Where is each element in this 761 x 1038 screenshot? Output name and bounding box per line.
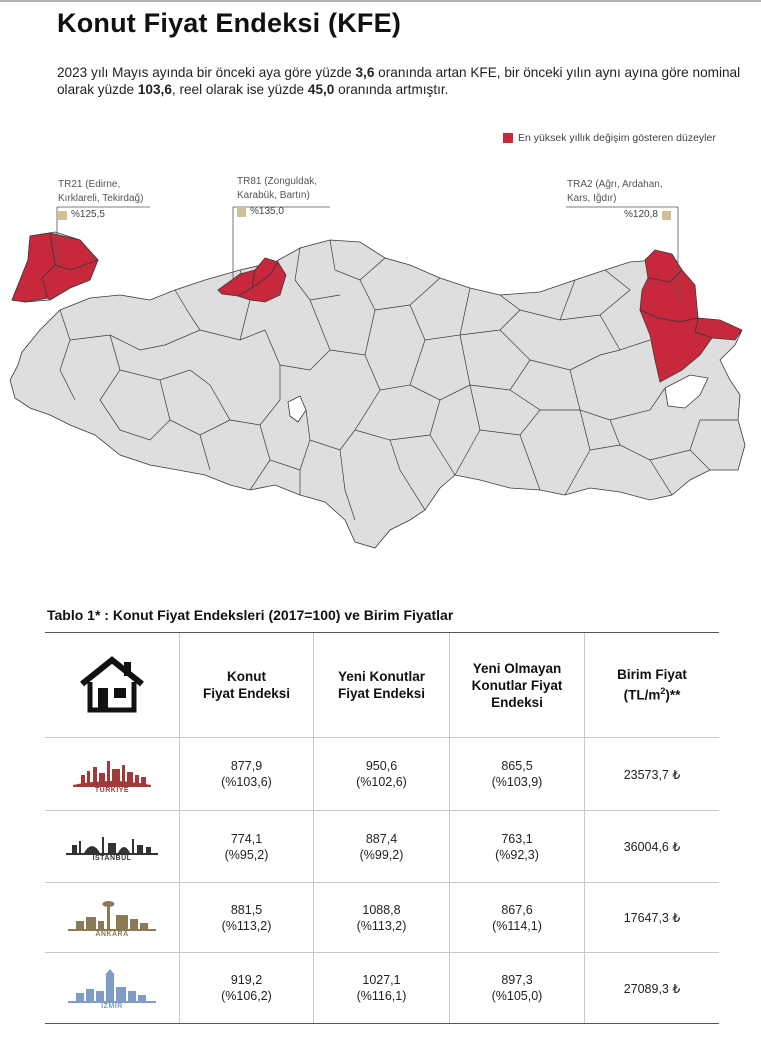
ankara-skyline-icon [66, 897, 158, 933]
cell-birim: 17647,3 ₺ [623, 911, 681, 925]
callout-tra2: TRA2 (Ağrı, Ardahan, Kars, Iğdır) %120,8 [567, 178, 671, 222]
cell-yeni: 1088,8 (%113,2) [314, 883, 450, 952]
turkiye-skyline-icon [71, 755, 153, 789]
header-yeni-konutlar: Yeni Konutlar Fiyat Endeksi [314, 633, 450, 737]
value-marker [662, 211, 671, 220]
top-border [0, 0, 761, 2]
turkey-map [0, 170, 761, 560]
legend-label: En yüksek yıllık değişim gösteren düzeyler [518, 132, 716, 144]
cell-birim: 27089,3 ₺ [623, 981, 681, 996]
header-yeni-olmayan: Yeni Olmayan Konutlar Fiyat Endeksi [450, 633, 585, 737]
callout-tr21: TR21 (Edirne, Kırklareli, Tekirdağ) %125,5 [58, 179, 144, 220]
turkey-map-svg [0, 170, 761, 560]
callout-tra2-value: %120,8 [624, 208, 671, 222]
header-birim-fiyat: Birim Fiyat $(TL/m^2)**$ [617, 667, 687, 703]
house-icon [78, 656, 146, 714]
table-header-row [45, 633, 719, 738]
cell-kfe: 919,2 (%106,2) [180, 953, 314, 1023]
legend-swatch [503, 133, 513, 143]
cell-kfe: 877,9 (%103,6) [180, 738, 314, 810]
cell-yeni: 1027,1 (%116,1) [314, 953, 450, 1023]
table-row [45, 811, 719, 883]
cell-eski: 763,1 (%92,3) [450, 811, 585, 882]
city-logo-istanbul: İSTANBUL [45, 811, 180, 882]
value-marker [237, 208, 246, 217]
city-logo-izmir: İZMİR [45, 953, 180, 1023]
table-row [45, 738, 719, 811]
istanbul-skyline-icon [64, 831, 160, 857]
real-change-value: 45,0 [307, 82, 335, 97]
cell-eski: 867,6 (%114,1) [450, 883, 585, 952]
table-title: Tablo 1* : Konut Fiyat Endeksleri (2017=100) ve Birim Fiyatlar [47, 607, 454, 623]
map-legend [503, 132, 716, 144]
table-row [45, 953, 719, 1023]
monthly-change-value: 3,6 [355, 65, 375, 80]
header-kfe: Konut Fiyat Endeksi [180, 633, 314, 737]
callout-tr81: TR81 (Zonguldak, Karabük, Bartın) %135,0 [237, 176, 318, 217]
cell-eski: 865,5 (%103,9) [450, 738, 585, 810]
nominal-change-value: 103,6 [137, 82, 172, 97]
callout-tr21-value: %125,5 [58, 208, 143, 222]
izmir-skyline-icon [66, 967, 158, 1005]
price-index-table [45, 632, 719, 1024]
header-icon-cell [45, 633, 180, 737]
cell-yeni: 950,6 (%102,6) [314, 738, 450, 810]
city-logo-turkiye: TÜRKİYE [45, 738, 180, 810]
intro-paragraph: 2023 yılı Mayıs ayında bir önceki aya göre yüzde 3,6 oranında artan KFE, bir önceki yılın aynı ayına göre nominal olarak yüzde 103,6, reel olarak ise yüzde 45,0 oranında artmıştır. [57, 65, 741, 97]
cell-eski: 897,3 (%105,0) [450, 953, 585, 1023]
callout-tr81-value: %135,0 [237, 205, 317, 219]
value-marker [58, 211, 67, 220]
cell-birim: 23573,7 ₺ [623, 767, 681, 782]
cell-kfe: 881,5 (%113,2) [180, 883, 314, 952]
city-logo-ankara: ANKARA [45, 883, 180, 952]
cell-birim: 36004,6 ₺ [623, 840, 681, 854]
cell-kfe: 774,1 (%95,2) [180, 811, 314, 882]
cell-yeni: 887,4 (%99,2) [314, 811, 450, 882]
table-row [45, 883, 719, 953]
page-title: Konut Fiyat Endeksi (KFE) [57, 8, 402, 38]
